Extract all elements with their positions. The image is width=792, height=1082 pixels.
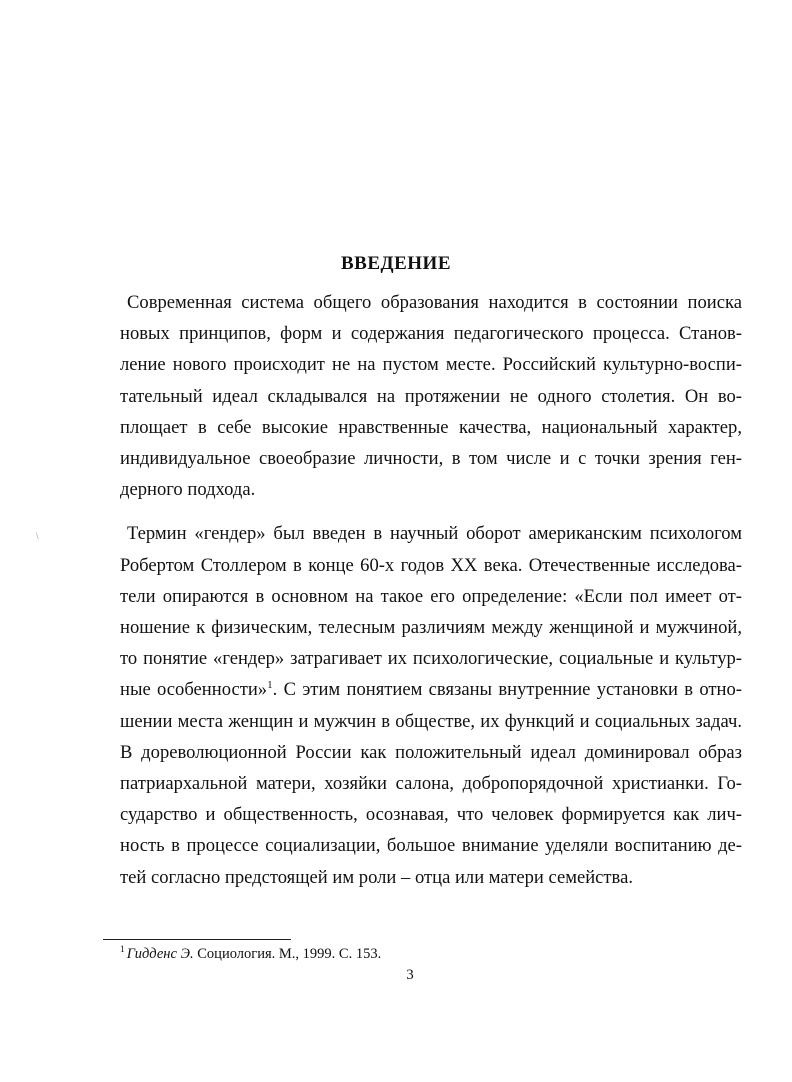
- footnote-separator: [103, 939, 291, 940]
- section-heading: ВВЕДЕНИЕ: [341, 253, 451, 274]
- paragraph-line: дерного подхода.: [120, 479, 256, 501]
- paragraph-line: тей согласно предстоящей им роли – отца или матери семейства.: [120, 866, 633, 888]
- paragraph-line: ношение к физическим, телесным различиям между женщиной и мужчиной,: [120, 617, 742, 639]
- paragraph-line-part: . С этим понятием связаны внутренние установки в отно-: [272, 679, 742, 701]
- paragraph-line: патриархальной матери, хозяйки салона, добропорядочной христианки. Го-: [120, 773, 742, 795]
- paragraph-line: новых принципов, форм и содержания педагогического процесса. Станов-: [120, 323, 742, 345]
- paragraph-line: В дореволюционной России как положительный идеал доминировал образ: [120, 741, 742, 763]
- page-number: 3: [406, 967, 414, 983]
- footnote-text: Социология. М., 1999. С. 153.: [193, 946, 382, 962]
- paragraph-line: индивидуальное своеобразие личности, в том числе и с точки зрения ген-: [120, 448, 742, 470]
- paragraph-line: то понятие «гендер» затрагивает их психологические, социальные и культур-: [120, 648, 742, 670]
- paragraph-2: [120, 518, 742, 892]
- paragraph-line-with-footnote: [120, 674, 742, 705]
- paragraph-line: шении места женщин и мужчин в обществе, их функций и социальных задач.: [120, 710, 742, 732]
- paragraph-line: Робертом Столлером в конце 60-х годов XX века. Отечественные исследова-: [120, 554, 742, 576]
- paragraph-line: Современная система общего образования находится в состоянии поиска: [127, 292, 742, 313]
- footnote-reference[interactable]: 1: [267, 679, 273, 692]
- paragraph-line: тательный идеал складывался на протяжении не одного столетия. Он во-: [120, 385, 742, 407]
- paragraph-line-part: ные особенности»: [120, 679, 268, 701]
- footnote-author: Гидденс Э.: [126, 946, 194, 962]
- margin-mark: \: [36, 531, 39, 541]
- paragraph-line: сударство и общественность, осознавая, что человек формируется как лич-: [120, 804, 742, 826]
- footnote-number: 1: [120, 945, 125, 956]
- body-text: [120, 287, 742, 893]
- paragraph-line: ность в процессе социализации, большое внимание уделяли воспитанию де-: [120, 835, 742, 857]
- paragraph-line: площает в себе высокие нравственные качества, национальный характер,: [120, 416, 742, 438]
- paragraph-1: [120, 287, 742, 505]
- paragraph-line: ление нового происходит не на пустом месте. Российский культурно-воспи-: [120, 354, 742, 376]
- paragraph-line: Термин «гендер» был введен в научный оборот американским психологом: [127, 523, 742, 545]
- footnote: [120, 945, 381, 963]
- paragraph-line: тели опираются в основном на такое его определение: «Если пол имеет от-: [120, 585, 742, 607]
